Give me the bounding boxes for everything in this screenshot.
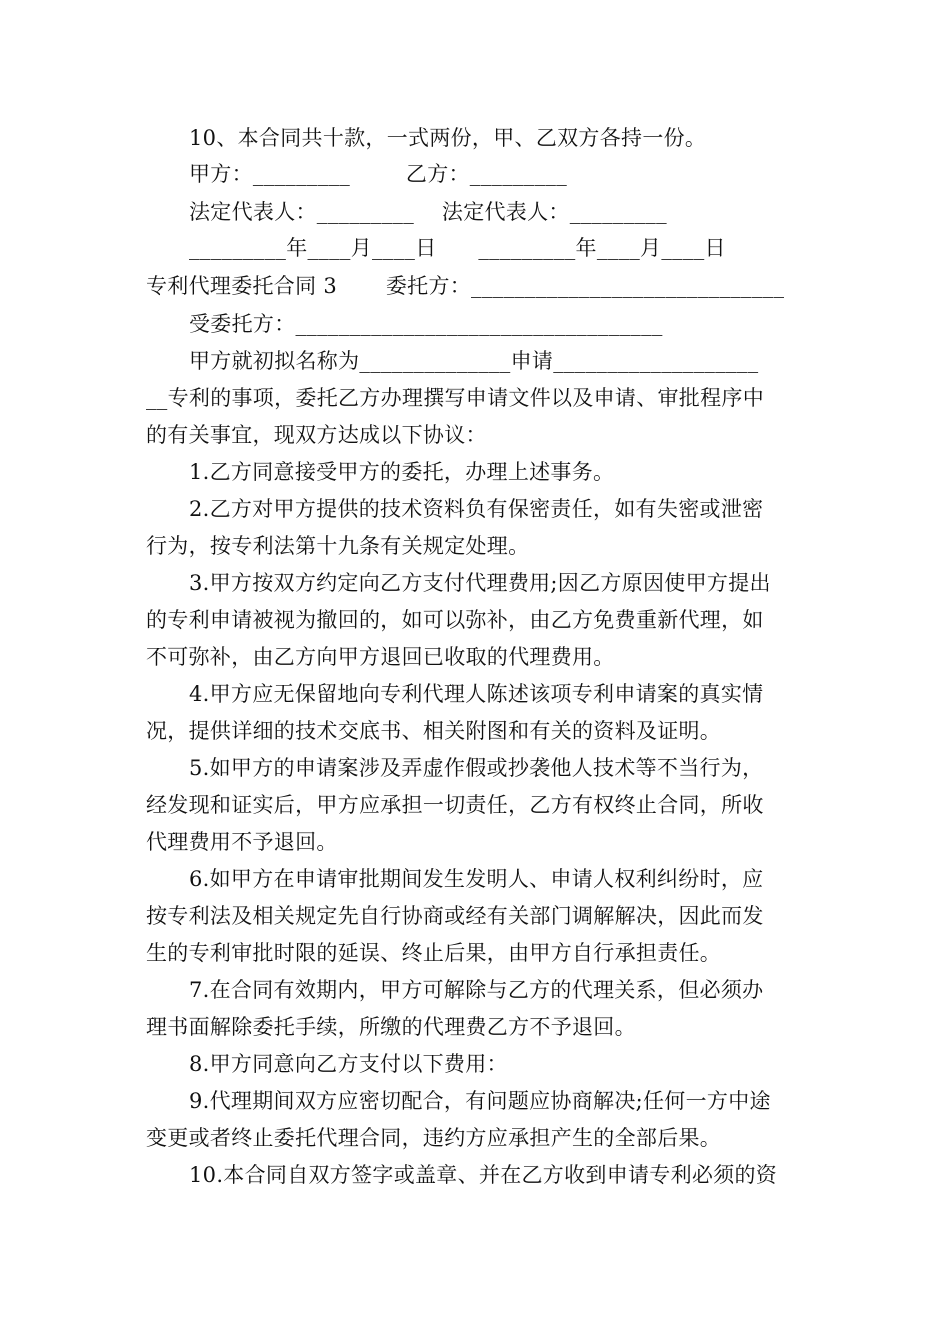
agent-line: 受委托方：__________________________________ xyxy=(189,312,663,336)
clause-5: 5.如甲方的申请案涉及弄虚作假或抄袭他人技术等不当行为， xyxy=(189,756,764,780)
clause-3: 3.甲方按双方约定向乙方支付代理费用;因乙方原因使甲方提出 xyxy=(189,571,771,595)
clause-7-cont: 理书面解除委托手续，所缴的代理费乙方不予退回。 xyxy=(146,1015,636,1039)
contract-title-principal-line: 专利代理委托合同 3 委托方：_____________________________ xyxy=(146,274,785,298)
clause-8: 8.甲方同意向乙方支付以下费用： xyxy=(189,1052,508,1076)
clause-5-cont: 代理费用不予退回。 xyxy=(146,830,338,854)
clause-7: 7.在合同有效期内，甲方可解除与乙方的代理关系，但必须办 xyxy=(189,978,764,1002)
clause-3-cont: 不可弥补，由乙方向甲方退回已收取的代理费用。 xyxy=(146,645,615,669)
clause-6-cont: 生的专利审批时限的延误、终止后果，由甲方自行承担责任。 xyxy=(146,941,722,965)
clause-9-cont: 变更或者终止委托代理合同，违约方应承担产生的全部后果。 xyxy=(146,1126,722,1150)
clause-2-cont: 行为，按专利法第十九条有关规定处理。 xyxy=(146,534,530,558)
clause-6: 6.如甲方在申请审批期间发生发明人、申请人权利纠纷时，应 xyxy=(189,867,764,891)
clause-2: 2.乙方对甲方提供的技术资料负有保密责任，如有失密或泄密 xyxy=(189,497,764,521)
legal-rep-line: 法定代表人：_________ 法定代表人：_________ xyxy=(189,200,667,224)
paragraph-line: 的有关事宜，现双方达成以下协议： xyxy=(146,423,487,447)
paragraph-line: 甲方就初拟名称为______________申请___________________ xyxy=(189,349,759,373)
clause-5-cont: 经发现和证实后，甲方应承担一切责任，乙方有权终止合同，所收 xyxy=(146,793,764,817)
party-signature-line: 甲方：_________ 乙方：_________ xyxy=(189,162,568,186)
clause-10-copies: 10、本合同共十款，一式两份，甲、乙双方各持一份。 xyxy=(189,126,707,150)
clause-6-cont: 按专利法及相关规定先自行协商或经有关部门调解解决，因此而发 xyxy=(146,904,764,928)
clause-1: 1.乙方同意接受甲方的委托，办理上述事务。 xyxy=(189,460,615,484)
paragraph-line: __专利的事项，委托乙方办理撰写申请文件以及申请、审批程序中 xyxy=(146,386,764,410)
date-line: _________年____月____日 _________年____月____日 xyxy=(189,236,726,260)
clause-3-cont: 的专利申请被视为撤回的，如可以弥补，由乙方免费重新代理，如 xyxy=(146,608,764,632)
clause-9: 9.代理期间双方应密切配合，有问题应协商解决;任何一方中途 xyxy=(189,1089,771,1113)
clause-10: 10.本合同自双方签字或盖章、并在乙方收到申请专利必须的资 xyxy=(189,1163,778,1187)
clause-4: 4.甲方应无保留地向专利代理人陈述该项专利申请案的真实情 xyxy=(189,682,764,706)
clause-4-cont: 况，提供详细的技术交底书、相关附图和有关的资料及证明。 xyxy=(146,719,722,743)
